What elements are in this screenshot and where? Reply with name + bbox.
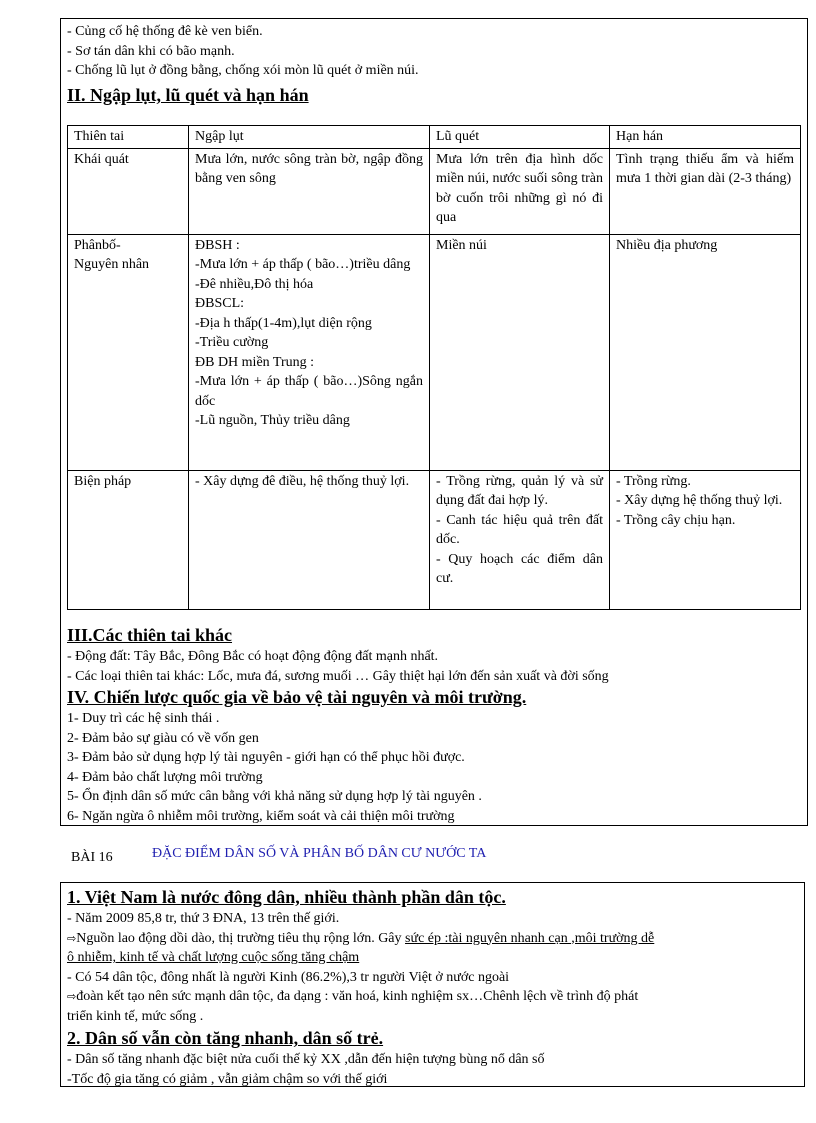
table-cell: Mưa lớn, nước sông tràn bờ, ngập đồng bằng ven sông <box>189 148 430 234</box>
text-span: đoàn kết tạo nên sức mạnh dân tộc, đa dạng : văn hoá, kinh nghiệm sx…Chênh lệch về trình độ phát <box>76 989 639 1004</box>
table-cell <box>610 470 801 609</box>
cell-line: - Canh tác hiệu quả trên đất dốc. <box>436 512 603 547</box>
table-cell: Tình trạng thiếu ẩm và hiếm mưa 1 thời gian dài (2-3 tháng) <box>610 148 801 234</box>
cell-line: -Triều cường <box>195 335 269 350</box>
cell-line: -Mưa lớn + áp thấp ( bão…)triều dâng <box>195 257 411 272</box>
row-label-line: Phânbố- <box>74 237 121 253</box>
cell-line: ĐBSCL: <box>195 296 245 311</box>
text-line: - Dân số tăng nhanh đặc biệt nửa cuối thế kỷ XX ,dẫn đến hiện tượng bùng nổ dân số <box>67 1052 545 1067</box>
table-cell: Mưa lớn trên địa hình dốc miền núi, nước suối sông tràn bờ cuốn trôi những gì nó đi qua <box>430 148 610 234</box>
row-label: Khái quát <box>68 148 189 234</box>
table-row <box>68 234 801 470</box>
text-line: - Các loại thiên tai khác: Lốc, mưa đá, sương muối … Gây thiệt hại lớn đến sản xuất và đời sống <box>67 668 609 684</box>
table-cell <box>189 234 430 470</box>
heading-section-3: III.Các thiên tai khác <box>67 625 233 645</box>
table-header-cell: Thiên tai <box>68 126 189 149</box>
table-cell: Nhiều địa phương <box>610 234 801 470</box>
text-span-underlined: sức ép :tài nguyên nhanh cạn ,môi trường dễ <box>405 930 655 946</box>
row-label-line: Nguyên nhân <box>74 257 150 272</box>
text-line: - Chống lũ lụt ở đồng bằng, chống xói mòn lũ quét ở miền núi. <box>67 63 419 78</box>
arrow-right-icon: ⇨ <box>67 931 77 945</box>
table-header-cell: Ngập lụt <box>189 126 430 149</box>
heading-part-1: 1. Việt Nam là nước đông dân, nhiều thành phần dân tộc. <box>67 887 506 907</box>
table-header-row <box>68 126 801 149</box>
list-item: 1- Duy trì các hệ sinh thái . <box>67 711 220 726</box>
text-line-underlined: ô nhiễm, kinh tế và chất lượng cuộc sống tăng chậm <box>67 950 360 965</box>
section-box-bottom <box>60 882 805 1087</box>
row-label <box>68 234 189 470</box>
cell-line: ĐB DH miền Trung : <box>195 354 315 370</box>
cell-line: -Lũ nguồn, Thủy triều dâng <box>195 413 350 428</box>
cell-line: -Đê nhiều,Đô thị hóa <box>195 276 314 292</box>
row-label: Biện pháp <box>68 470 189 609</box>
table-row <box>68 470 801 609</box>
cell-line: - Trồng rừng, quản lý và sử dụng đất đai hợp lý. <box>436 473 603 508</box>
cell-line: -Địa h thấp(1-4m),lụt diện rộng <box>195 315 372 331</box>
list-item: 4- Đảm bảo chất lượng môi trường <box>67 769 263 785</box>
list-item: 3- Đảm bảo sử dụng hợp lý tài nguyên - giới hạn có thể phục hồi được. <box>67 750 465 765</box>
table-cell <box>430 470 610 609</box>
text-line: -Tốc độ gia tăng có giảm , vẫn giảm chậm so với thế giới <box>67 1071 388 1087</box>
text-line <box>67 987 800 1007</box>
text-line: triển kinh tế, mức sống . <box>67 1008 204 1024</box>
text-line: - Sơ tán dân khi có bão mạnh. <box>67 43 235 59</box>
text-line <box>67 929 800 949</box>
lesson-number: BÀI 16 <box>71 850 113 865</box>
disaster-table <box>67 125 801 610</box>
cell-line: -Mưa lớn + áp thấp ( bão…)Sông ngắn dốc <box>195 374 423 409</box>
table-cell: Miền núi <box>430 234 610 470</box>
cell-line: - Trồng rừng. <box>616 473 691 489</box>
cell-line: - Trồng cây chịu hạn. <box>616 512 736 528</box>
heading-section-4: IV. Chiến lược quốc gia về bảo vệ tài nguyên và môi trường. <box>67 687 527 707</box>
list-item: 5- Ổn định dân số mức cân bằng với khả năng sử dụng hợp lý tài nguyên . <box>67 789 482 804</box>
heading-section-2: II. Ngập lụt, lũ quét và hạn hán <box>67 85 309 105</box>
cell-line: - Xây dựng hệ thống thuỷ lợi. <box>616 493 783 508</box>
text-line: - Năm 2009 85,8 tr, thứ 3 ĐNA, 13 trên thế giới. <box>67 911 340 926</box>
text-line: - Có 54 dân tộc, đông nhất là người Kinh (86.2%),3 tr người Việt ở nước ngoài <box>67 969 510 985</box>
cell-line: ĐBSH : <box>195 237 240 253</box>
arrow-right-icon: ⇨ <box>67 990 77 1003</box>
heading-part-2: 2. Dân số vẫn còn tăng nhanh, dân số trẻ. <box>67 1028 384 1048</box>
text-line: - Củng cố hệ thống đê kè ven biển. <box>67 24 263 39</box>
table-header-cell: Lũ quét <box>430 126 610 149</box>
list-item: 6- Ngăn ngừa ô nhiễm môi trường, kiểm soát và cải thiện môi trường <box>67 808 455 824</box>
text-line: - Động đất: Tây Bắc, Đông Bắc có hoạt động động đất mạnh nhất. <box>67 649 439 664</box>
table-row <box>68 148 801 234</box>
table-cell: - Xây dựng đê điều, hệ thống thuỷ lợi. <box>189 470 430 609</box>
table-header-cell: Hạn hán <box>610 126 801 149</box>
lesson-title: ĐẶC ĐIỂM DÂN SỐ VÀ PHÂN BỐ DÂN CƯ NƯỚC TA <box>152 846 487 861</box>
text-span: Nguồn lao động dồi dào, thị trường tiêu thụ rộng lớn. Gây <box>76 930 406 946</box>
cell-line: - Quy hoạch các điểm dân cư. <box>436 551 603 586</box>
list-item: 2- Đảm bảo sự giàu có về vốn gen <box>67 730 259 746</box>
